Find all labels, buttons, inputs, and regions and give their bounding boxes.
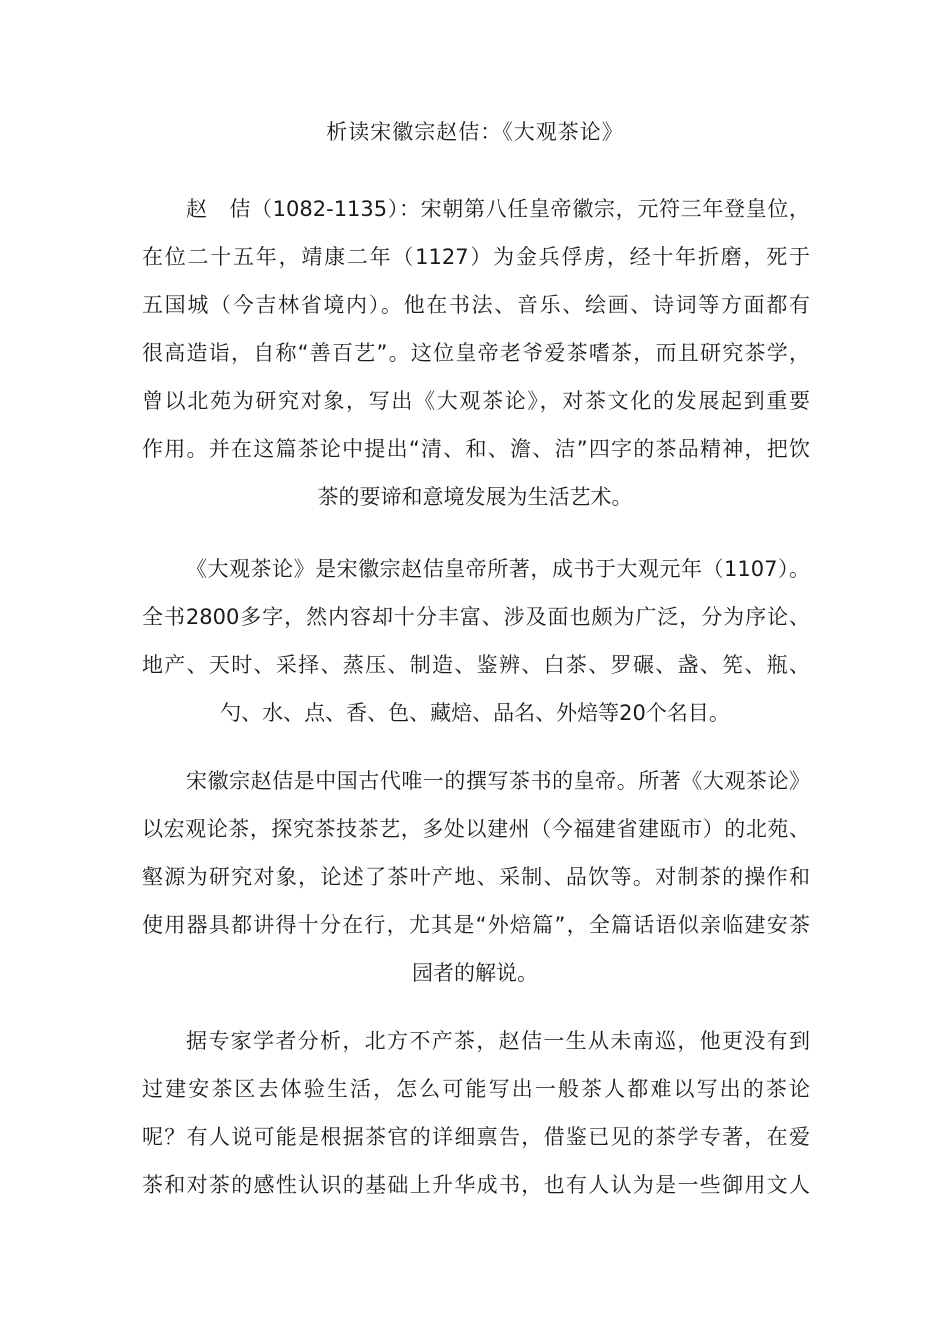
paragraph-2 xyxy=(0,545,950,737)
paragraph-line: 使用器具都讲得十分在行，尤其是“外焙篇”，全篇话语似亲临建安茶 xyxy=(142,913,810,937)
paragraph-line: 呢？有人说可能是根据茶官的详细禀告，借鉴已见的茶学专著，在爱 xyxy=(142,1125,810,1149)
paragraph-line: 壑源为研究对象，论述了茶叶产地、采制、品饮等。对制茶的操作和 xyxy=(142,865,810,889)
paragraph-line: 曾以北苑为研究对象，写出《大观茶论》，对茶文化的发展起到重要 xyxy=(142,389,810,413)
paragraph-line: 作用。并在这篇茶论中提出“清、和、澹、洁”四字的茶品精神，把饮 xyxy=(142,437,810,461)
document-title: 析读宋徽宗赵佶：《大观茶论》 xyxy=(326,120,624,144)
paragraph-line: 勺、水、点、香、色、藏焙、品名、外焙等20个名目。 xyxy=(220,701,730,725)
paragraph-3 xyxy=(0,757,950,997)
paragraph-line: 《大观茶论》是宋徽宗赵佶皇帝所著，成书于大观元年（1107）。 xyxy=(186,557,810,581)
paragraph-line: 地产、天时、采择、蒸压、制造、鉴辨、白茶、罗碾、盏、筅、瓶、 xyxy=(142,653,810,677)
paragraph-line: 五国城（今吉林省境内）。他在书法、音乐、绘画、诗词等方面都有 xyxy=(142,293,810,317)
paragraph-4 xyxy=(0,1017,950,1209)
paragraph-1 xyxy=(0,185,950,521)
paragraph-line: 据专家学者分析，北方不产茶，赵佶一生从未南巡，他更没有到 xyxy=(186,1029,810,1053)
paragraph-line: 宋徽宗赵佶是中国古代唯一的撰写茶书的皇帝。所著《大观茶论》 xyxy=(186,769,810,793)
paragraph-line: 茶的要谛和意境发展为生活艺术。 xyxy=(317,485,633,509)
paragraph-line: 很高造诣，自称“善百艺”。这位皇帝老爷爱茶嗜茶，而且研究茶学， xyxy=(142,341,810,365)
paragraph-line: 园者的解说。 xyxy=(412,961,538,985)
paragraph-line: 赵 佶（1082-1135）：宋朝第八任皇帝徽宗，元符三年登皇位， xyxy=(186,197,810,221)
paragraph-line: 以宏观论茶，探究茶技茶艺，多处以建州（今福建省建瓯市）的北苑、 xyxy=(142,817,810,841)
paragraph-line: 在位二十五年，靖康二年（1127）为金兵俘虏，经十年折磨，死于 xyxy=(142,245,810,269)
paragraph-line: 全书2800多字，然内容却十分丰富、涉及面也颇为广泛，分为序论、 xyxy=(142,605,810,629)
paragraph-line: 过建安茶区去体验生活，怎么可能写出一般茶人都难以写出的茶论 xyxy=(142,1077,810,1101)
paragraph-line: 茶和对茶的感性认识的基础上升华成书，也有人认为是一些御用文人 xyxy=(142,1173,810,1197)
